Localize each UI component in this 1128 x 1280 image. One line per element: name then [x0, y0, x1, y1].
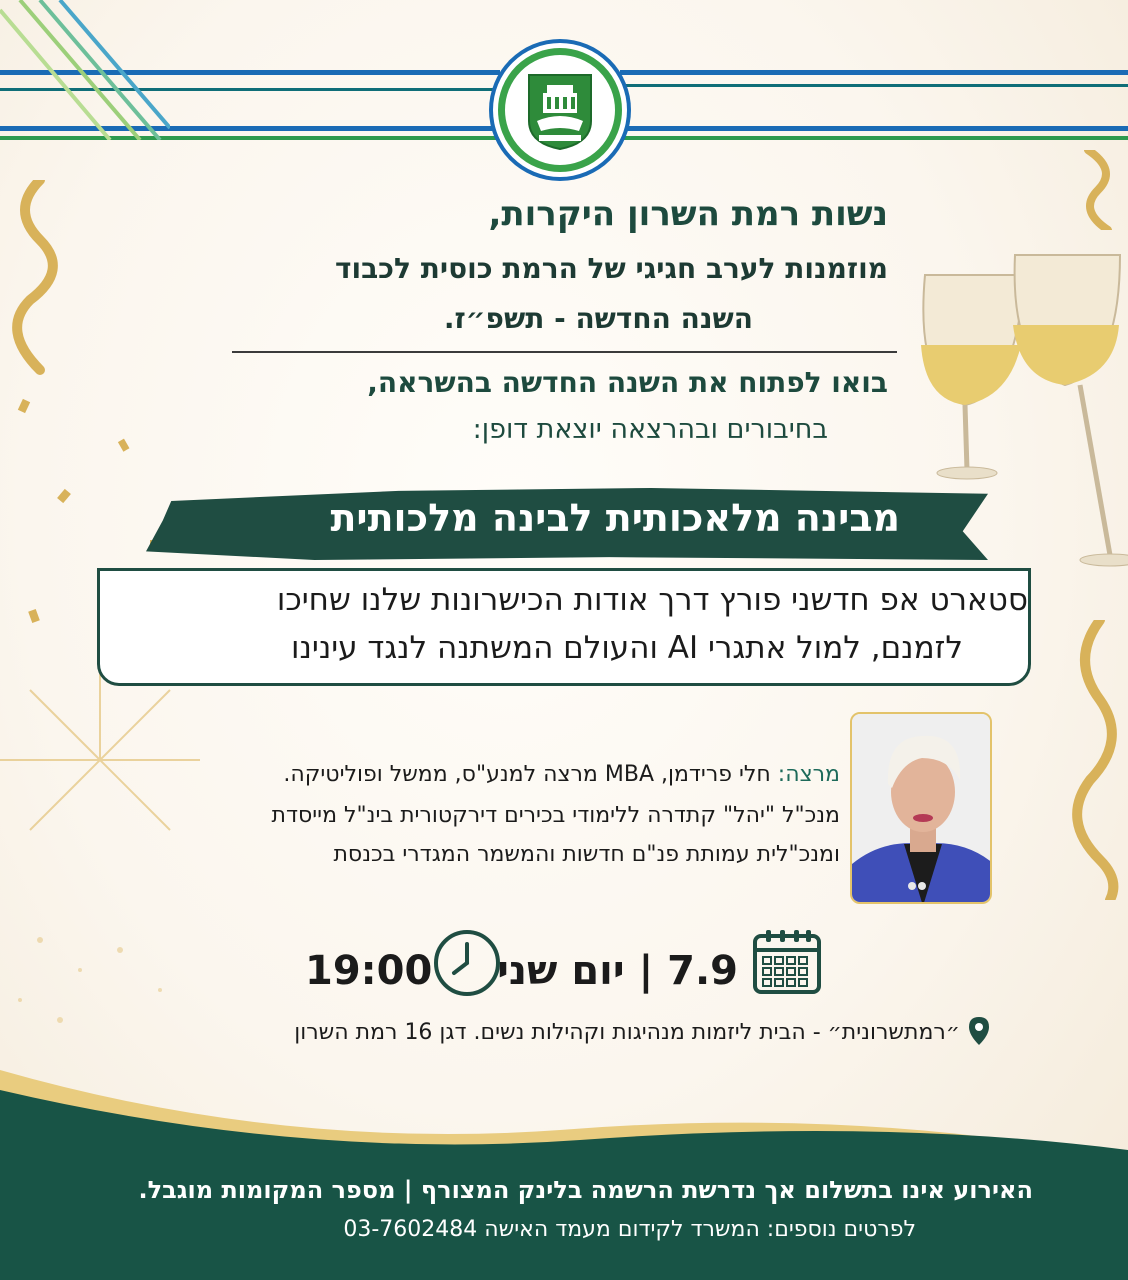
- sparkle-decoration: [0, 640, 230, 1060]
- event-time: 19:00: [305, 948, 433, 994]
- invite-line: השנה החדשה - תשפ״ז.: [443, 302, 753, 335]
- speaker-line: ומנכ"לית עמותת פנ"ם חדשות והמשמר המגדרי בכנסת: [333, 842, 840, 867]
- header-stripe: [620, 126, 1128, 131]
- logo: [498, 48, 622, 172]
- calendar-icon: [752, 928, 822, 996]
- invite-line: מוזמנות לערב חגיגי של הרמת כוסית לכבוד: [335, 252, 888, 285]
- corner-lines-decoration: [0, 0, 170, 140]
- header-stripe: [620, 136, 1128, 140]
- come-line: בואו לפתוח את השנה החדשה בהשראה,: [367, 366, 888, 399]
- footer-contact: לפרטים נוספים: המשרד לקידום מעמד האישה 03-7602484: [343, 1217, 916, 1242]
- speaker-label: מרצה:: [777, 762, 840, 787]
- gold-streamer-decoration: [1078, 150, 1128, 230]
- header-stripe: [620, 70, 1128, 75]
- speaker-line: [283, 762, 840, 787]
- come-line: בחיבורים ובהרצאה יוצאת דופן:: [472, 414, 828, 445]
- speaker-photo-illustration: [852, 714, 992, 904]
- speaker-photo: [850, 712, 992, 904]
- divider: [232, 351, 897, 353]
- header-stripe: [620, 84, 1128, 87]
- footer-registration-note: האירוע אינו בתשלום אך נדרשת הרשמה בלינק המצורף | מספר המקומות מוגבל.: [138, 1176, 1033, 1204]
- event-date: 7.9 | יום שני: [497, 948, 738, 994]
- talk-title: מבינה מלאכותית לבינה מלכותית: [330, 496, 900, 540]
- clock-icon: [432, 928, 502, 998]
- gold-streamer-decoration: [1060, 620, 1128, 900]
- speaker-line: מנכ"ל "יהל" קתדרה ללימודי בכירים דירקטורית בינ"ל מייסדת: [271, 803, 840, 828]
- speaker-bio: חלי פרידמן, MBA מרצה למנע"ס, ממשל ופוליטיקה.: [283, 762, 778, 787]
- talk-subtitle: סטארט אפ חדשני פורץ דרך אודות הכישרונות שלנו שחיכו: [276, 582, 1028, 618]
- talk-subtitle: לזמנם, למול אתגרי AI והעולם המשתנה לנגד עינינו: [291, 630, 963, 666]
- gold-streamer-decoration: [0, 180, 80, 380]
- footer-background: [0, 1040, 1128, 1280]
- ramat-hasharon-emblem-icon: [523, 71, 597, 151]
- greeting-heading: נשות רמת השרון היקרות,: [488, 194, 888, 234]
- event-location: ״רמתשרונית״ - הבית ליזמות מנהיגות וקהילות נשים. דגן 16 רמת השרון: [294, 1020, 960, 1045]
